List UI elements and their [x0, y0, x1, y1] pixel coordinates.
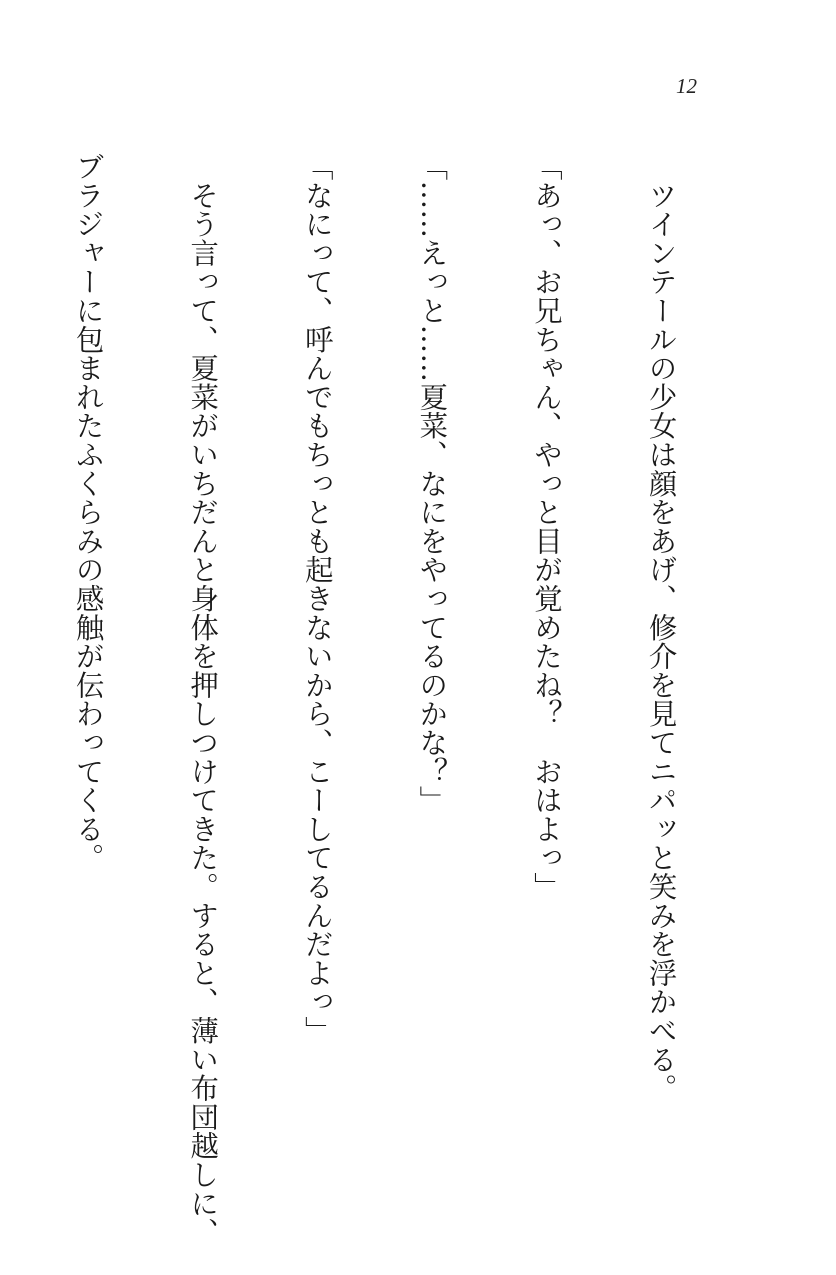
text-line: 「なにって、呼んでもちっとも起きないから、こーしてるんだよっ」: [300, 152, 334, 1045]
text-line: 「……えっと……夏菜、なにをやってるのかな？」: [415, 152, 449, 815]
body-text: [0, 152, 756, 1247]
text-line: 「あっ、お兄ちゃん、やっと目が覚めたね？ おはよっ」: [529, 152, 563, 901]
page-number: 12: [676, 74, 697, 98]
text-line: そう言って、夏菜がいちだんと身体を押しつけてきた。すると、薄い布団越しに、: [186, 152, 220, 1247]
text-line: ツインテールの少女は顔をあげ、修介を見てニパッと笑みを浮かべる。: [644, 152, 678, 1103]
text-line: ブラジャーに包まれたふくらみの感触が伝わってくる。: [71, 152, 105, 872]
